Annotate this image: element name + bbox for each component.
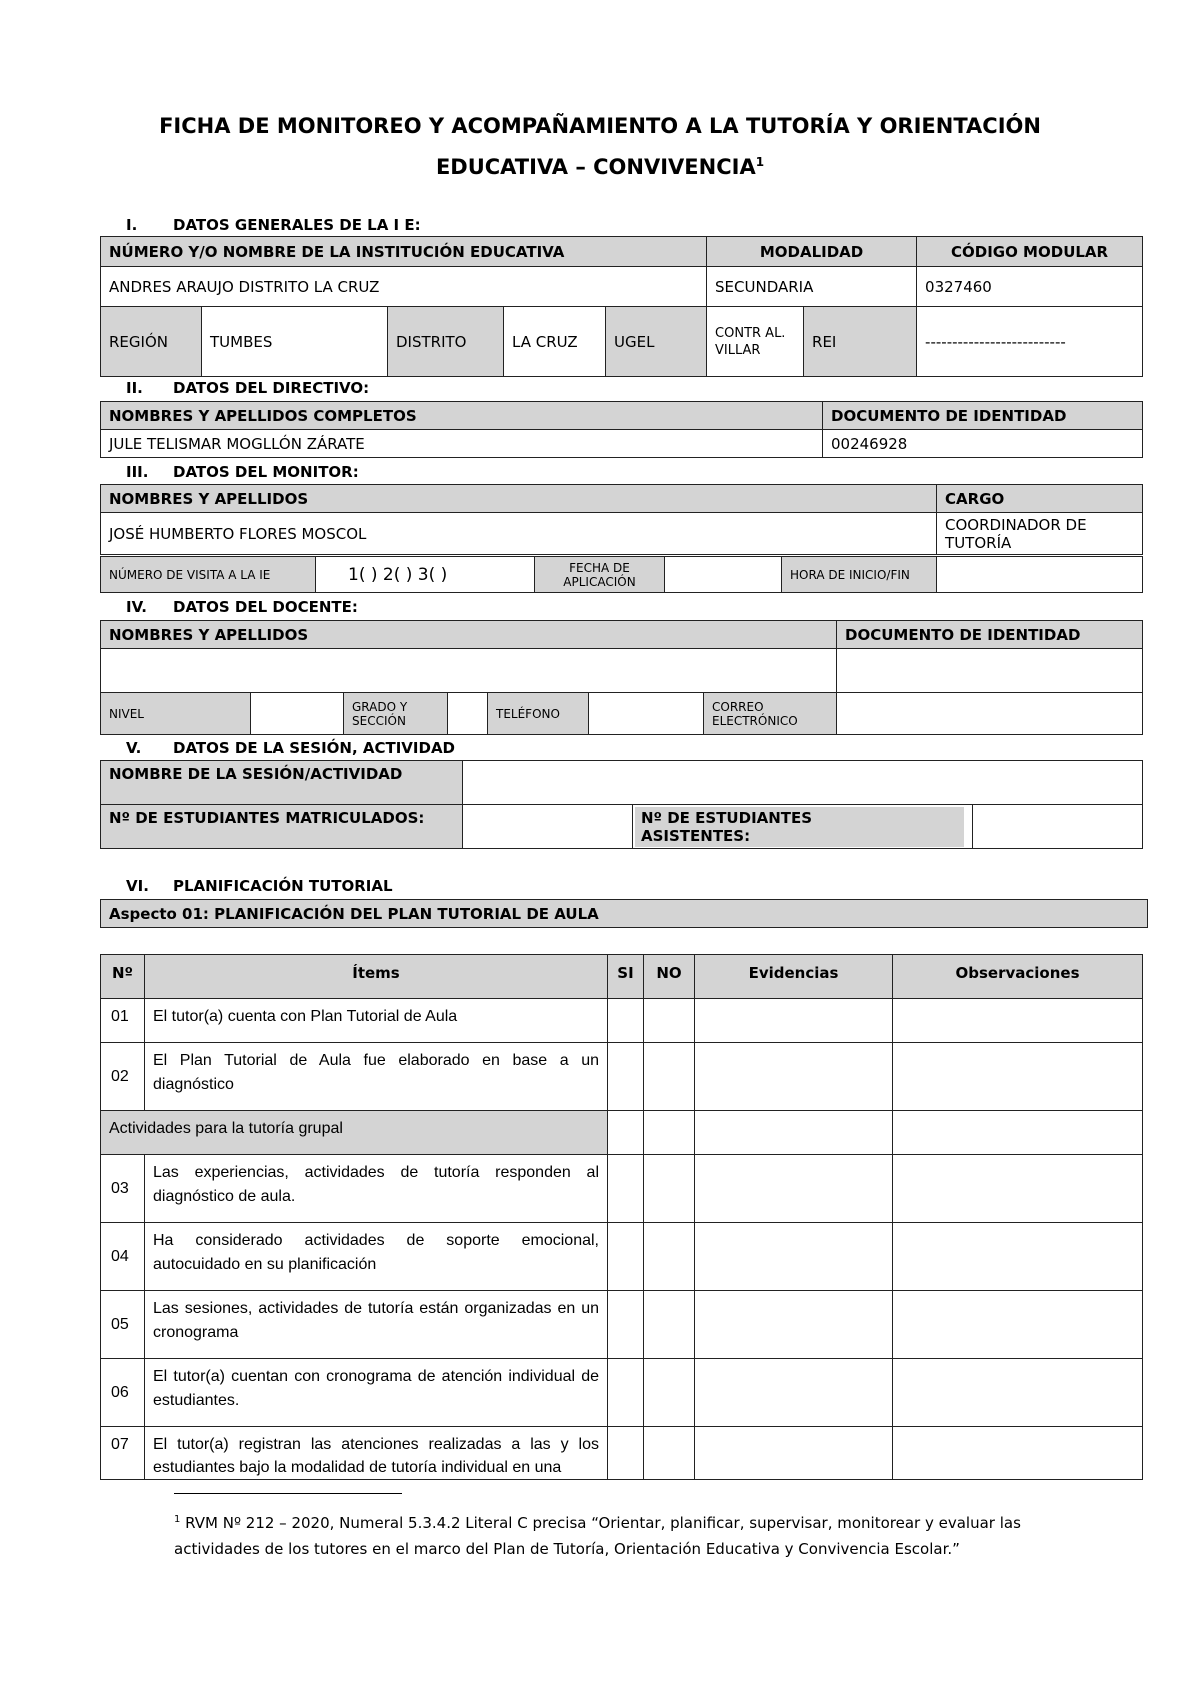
- section-6-heading: [126, 876, 393, 896]
- label-attending-students: Nº DE ESTUDIANTES ASISTENTES:: [635, 807, 964, 847]
- item-yes-cell[interactable]: [608, 999, 644, 1043]
- label-session-name: NOMBRE DE LA SESIÓN/ACTIVIDAD: [101, 761, 463, 805]
- visit-number-options: 1( ) 2( ) 3( ): [316, 557, 535, 593]
- header-monitor-names: NOMBRES Y APELLIDOS: [101, 485, 937, 513]
- monitor-role-value: COORDINADOR DE TUTORÍA: [937, 513, 1143, 555]
- label-email: CORREO ELECTRÓNICO: [704, 693, 837, 735]
- item-no-cell[interactable]: [644, 1359, 695, 1427]
- modality-value: SECUNDARIA: [707, 267, 917, 307]
- item-number: 03: [101, 1155, 145, 1223]
- item-evidence-cell[interactable]: [695, 1427, 893, 1480]
- label-rei: REI: [804, 307, 917, 377]
- item-text: Ha considerado actividades de soporte emocional, autocuidado en su planificación: [145, 1223, 608, 1291]
- section-2-title: DATOS DEL DIRECTIVO:: [173, 379, 370, 397]
- application-date-value: [665, 557, 782, 593]
- section-5-number: V.: [126, 739, 142, 757]
- subheader-no-cell: [644, 1111, 695, 1155]
- grade-section-value: [448, 693, 488, 735]
- enrolled-students-value: [463, 805, 633, 849]
- section-2-number: II.: [126, 379, 143, 397]
- item-yes-cell[interactable]: [608, 1043, 644, 1111]
- item-text: El tutor(a) cuentan con cronograma de atención individual de estudiantes.: [145, 1359, 608, 1427]
- district-value: LA CRUZ: [504, 307, 606, 377]
- item-yes-cell[interactable]: [608, 1155, 644, 1223]
- monitor-table: [100, 484, 1143, 555]
- label-visit-number: NÚMERO DE VISITA A LA IE: [101, 557, 316, 593]
- title-footnote-mark: 1: [755, 155, 765, 169]
- subheader-observations-cell: [893, 1111, 1143, 1155]
- label-phone: TELÉFONO: [488, 693, 589, 735]
- header-modular-code: CÓDIGO MODULAR: [917, 237, 1143, 267]
- item-observations-cell[interactable]: [893, 1223, 1143, 1291]
- section-3-number: III.: [126, 463, 149, 481]
- footnote-mark: 1: [174, 1514, 181, 1525]
- item-text: El tutor(a) registran las atenciones realizadas a las y los estudiantes bajo la modalidad de tutoría individual en una: [145, 1427, 608, 1480]
- item-no-cell[interactable]: [644, 1427, 695, 1480]
- header-no: NO: [644, 955, 695, 999]
- monitor-names-value: JOSÉ HUMBERTO FLORES MOSCOL: [101, 513, 937, 555]
- header-monitor-role: CARGO: [937, 485, 1143, 513]
- section-1-title: DATOS GENERALES DE LA I E:: [173, 216, 421, 234]
- header-number: Nº: [101, 955, 145, 999]
- region-value: TUMBES: [202, 307, 388, 377]
- section-5-title: DATOS DE LA SESIÓN, ACTIVIDAD: [173, 739, 456, 757]
- footnote-text: RVM Nº 212 – 2020, Numeral 5.3.4.2 Literal C precisa “Orientar, planificar, supervisar, monitorear y evaluar las actividades de los tutores en el marco del Plan de Tutoría, Orientación Educativa y Convivencia Escolar.”: [174, 1514, 1021, 1558]
- section-5-heading: [126, 738, 455, 758]
- ugel-value: CONTR AL. VILLAR: [707, 307, 804, 377]
- item-evidence-cell[interactable]: [695, 1359, 893, 1427]
- aspect-table: [100, 899, 1148, 928]
- table-row: [101, 1155, 1143, 1223]
- header-modality: MODALIDAD: [707, 237, 917, 267]
- header-evidence: Evidencias: [695, 955, 893, 999]
- header-institution: NÚMERO Y/O NOMBRE DE LA INSTITUCIÓN EDUCATIVA: [101, 237, 707, 267]
- items-header-row: [101, 955, 1143, 999]
- session-name-value: [463, 761, 1143, 805]
- items-table: [100, 954, 1143, 1480]
- item-observations-cell[interactable]: [893, 1155, 1143, 1223]
- table-subheader-row: [101, 1111, 1143, 1155]
- section-3-title: DATOS DEL MONITOR:: [173, 463, 359, 481]
- modular-code-value: 0327460: [917, 267, 1143, 307]
- label-enrolled-students: Nº DE ESTUDIANTES MATRICULADOS:: [101, 805, 463, 849]
- header-teacher-names: NOMBRES Y APELLIDOS: [101, 621, 837, 649]
- section-4-heading: [126, 597, 358, 617]
- item-text: Las sesiones, actividades de tutoría están organizadas en un cronograma: [145, 1291, 608, 1359]
- item-evidence-cell[interactable]: [695, 999, 893, 1043]
- section-6-number: VI.: [126, 877, 149, 895]
- teacher-detail-table: [100, 692, 1143, 735]
- item-yes-cell[interactable]: [608, 1427, 644, 1480]
- label-grade-section: GRADO Y SECCIÓN: [344, 693, 448, 735]
- section-6-title: PLANIFICACIÓN TUTORIAL: [173, 877, 393, 895]
- item-yes-cell[interactable]: [608, 1359, 644, 1427]
- phone-value: [589, 693, 704, 735]
- section-1-heading: [126, 215, 421, 235]
- item-text: El Plan Tutorial de Aula fue elaborado en base a un diagnóstico: [145, 1043, 608, 1111]
- footnote-separator: [174, 1493, 402, 1494]
- table-row: [101, 1223, 1143, 1291]
- label-district: DISTRITO: [388, 307, 504, 377]
- header-director-names: NOMBRES Y APELLIDOS COMPLETOS: [101, 402, 823, 430]
- item-number: 05: [101, 1291, 145, 1359]
- item-number: 07: [101, 1427, 145, 1480]
- item-number: 01: [101, 999, 145, 1043]
- email-value: [837, 693, 1143, 735]
- item-observations-cell[interactable]: [893, 1043, 1143, 1111]
- rei-value: --------------------------: [917, 307, 1143, 377]
- table-row: [101, 1043, 1143, 1111]
- director-names-value: JULE TELISMAR MOGLLÓN ZÁRATE: [101, 430, 823, 458]
- teacher-table: [100, 620, 1143, 693]
- header-director-id: DOCUMENTO DE IDENTIDAD: [823, 402, 1143, 430]
- item-no-cell[interactable]: [644, 999, 695, 1043]
- section-1-number: I.: [126, 216, 138, 234]
- item-text: El tutor(a) cuenta con Plan Tutorial de Aula: [145, 999, 608, 1043]
- table-row: [101, 1427, 1143, 1480]
- director-id-value: 00246928: [823, 430, 1143, 458]
- item-number: 02: [101, 1043, 145, 1111]
- item-yes-cell[interactable]: [608, 1223, 644, 1291]
- item-evidence-cell[interactable]: [695, 1223, 893, 1291]
- section-4-title: DATOS DEL DOCENTE:: [173, 598, 358, 616]
- institution-value: ANDRES ARAUJO DISTRITO LA CRUZ: [101, 267, 707, 307]
- item-evidence-cell[interactable]: [695, 1291, 893, 1359]
- item-observations-cell[interactable]: [893, 1359, 1143, 1427]
- item-observations-cell[interactable]: [893, 1291, 1143, 1359]
- item-no-cell[interactable]: [644, 1291, 695, 1359]
- label-application-date: FECHA DE APLICACIÓN: [535, 557, 665, 593]
- attending-students-value: [973, 805, 1143, 849]
- table-row: [101, 999, 1143, 1043]
- level-value: [251, 693, 344, 735]
- item-evidence-cell[interactable]: [695, 1155, 893, 1223]
- item-text: Las experiencias, actividades de tutoría responden al diagnóstico de aula.: [145, 1155, 608, 1223]
- table-row: [101, 1291, 1143, 1359]
- section-3-heading: [126, 462, 359, 482]
- section-4-number: IV.: [126, 598, 147, 616]
- attending-students-cell: [633, 805, 973, 849]
- school-data-table: [100, 236, 1143, 377]
- table-row: [101, 1359, 1143, 1427]
- title-line-1: FICHA DE MONITOREO Y ACOMPAÑAMIENTO A LA TUTORÍA Y ORIENTACIÓN: [159, 114, 1041, 138]
- start-end-time-value: [937, 557, 1143, 593]
- header-items: Ítems: [145, 955, 608, 999]
- footnote: [174, 1507, 1094, 1562]
- header-observations: Observaciones: [893, 955, 1143, 999]
- item-evidence-cell[interactable]: [695, 1043, 893, 1111]
- item-number: 06: [101, 1359, 145, 1427]
- item-no-cell[interactable]: [644, 1155, 695, 1223]
- label-start-end-time: HORA DE INICIO/FIN: [782, 557, 937, 593]
- header-yes: SI: [608, 955, 644, 999]
- aspect-01-title: Aspecto 01: PLANIFICACIÓN DEL PLAN TUTORIAL DE AULA: [101, 900, 1148, 928]
- item-observations-cell[interactable]: [893, 1427, 1143, 1480]
- visit-table: [100, 556, 1143, 593]
- header-teacher-id: DOCUMENTO DE IDENTIDAD: [837, 621, 1143, 649]
- item-no-cell[interactable]: [644, 1223, 695, 1291]
- item-yes-cell[interactable]: [608, 1291, 644, 1359]
- item-observations-cell[interactable]: [893, 999, 1143, 1043]
- title-line-2: [100, 144, 1100, 185]
- director-table: [100, 401, 1143, 458]
- teacher-names-value: [101, 649, 837, 693]
- subheader-yes-cell: [608, 1111, 644, 1155]
- item-number: 04: [101, 1223, 145, 1291]
- session-table: [100, 760, 1143, 849]
- document-title: [100, 108, 1100, 185]
- subheader-evidence-cell: [695, 1111, 893, 1155]
- group-activities-subheader: Actividades para la tutoría grupal: [101, 1111, 608, 1155]
- label-ugel: UGEL: [606, 307, 707, 377]
- title-line-2-text: EDUCATIVA – CONVIVENCIA: [435, 155, 756, 179]
- item-no-cell[interactable]: [644, 1043, 695, 1111]
- label-level: NIVEL: [101, 693, 251, 735]
- label-region: REGIÓN: [101, 307, 202, 377]
- teacher-id-value: [837, 649, 1143, 693]
- section-2-heading: [126, 378, 369, 398]
